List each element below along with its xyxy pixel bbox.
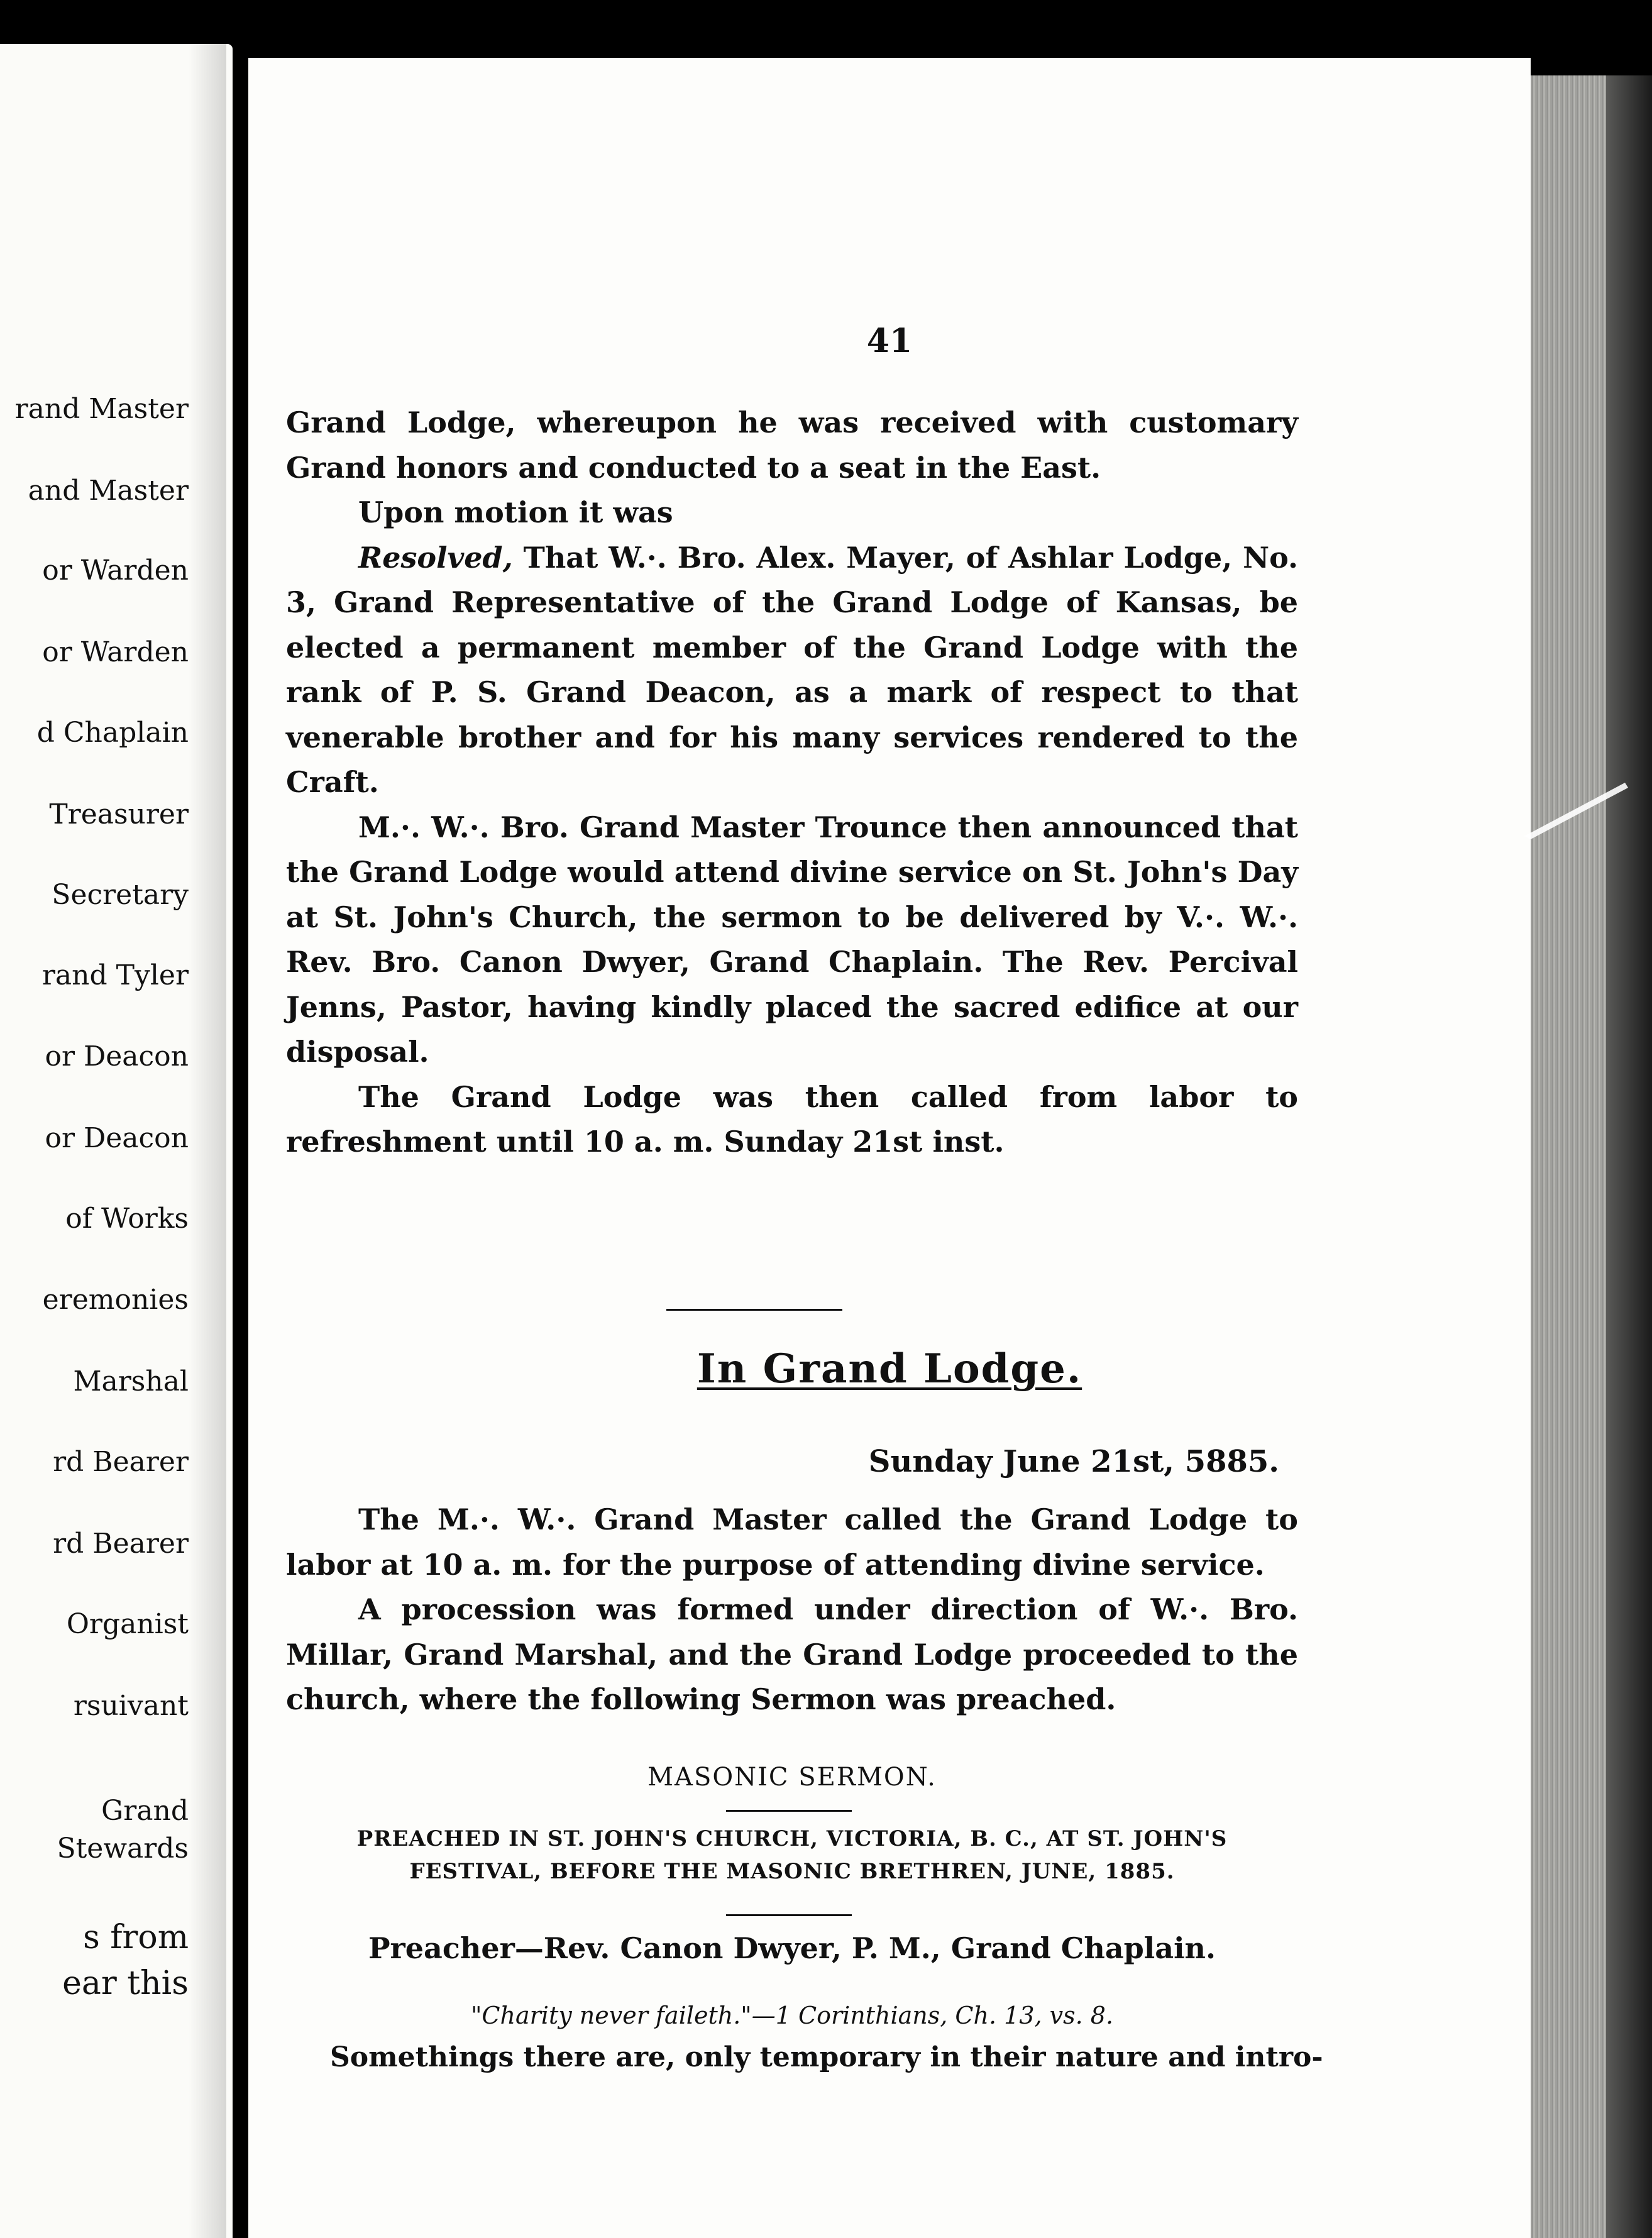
left-page-line: Organist xyxy=(66,1608,189,1640)
left-page-line: Treasurer xyxy=(49,798,189,830)
paragraph: The Grand Lodge was then called from labor to refreshment until 10 a. m. Sunday 21st inst. xyxy=(286,1079,1298,1159)
left-page-line: s from xyxy=(83,1919,189,1956)
paragraph: The M.·. W.·. Grand Master called the Grand Lodge to labor at 10 a. m. for the purpose of attending divine service. xyxy=(286,1502,1298,1582)
page-number: 41 xyxy=(866,322,913,360)
left-page-line: eremonies xyxy=(42,1284,189,1316)
left-page-line: d Chaplain xyxy=(36,717,189,749)
paragraph: A procession was formed under direction of W.·. Bro. Millar, Grand Marshal, and the Grand Lodge proceeded to the church, where the following Sermon was preached. xyxy=(286,1592,1298,1716)
book-edge-shadow xyxy=(1606,75,1652,2238)
epigraph: "Charity never faileth."—1 Corinthians, Ch. 13, vs. 8. xyxy=(470,2002,1114,2029)
left-page-line: Stewards xyxy=(57,1833,189,1865)
left-page-line: ear this xyxy=(62,1965,189,2002)
sermon-subtitle: FESTIVAL, BEFORE THE MASONIC BRETHREN, JUNE, 1885. xyxy=(409,1859,1175,1884)
dateline: Sunday June 21st, 5885. xyxy=(868,1444,1279,1479)
paragraph: Grand Lodge, whereupon he was received with customary Grand honors and conducted to a seat in the East. xyxy=(286,405,1298,485)
left-page-line: or Warden xyxy=(42,554,189,587)
left-page-line: rsuivant xyxy=(73,1690,189,1722)
left-page-shadow xyxy=(189,44,226,2238)
left-page-line: of Works xyxy=(65,1203,189,1235)
paragraph-lead-italic: Resolved, xyxy=(358,540,513,575)
left-page-line: rand Master xyxy=(14,393,189,425)
paper-slip-marker xyxy=(1518,776,1631,839)
paragraph xyxy=(286,536,1298,805)
sermon-subtitle: PREACHED IN ST. JOHN'S CHURCH, VICTORIA, B. C., AT ST. JOHN'S xyxy=(356,1826,1228,1851)
page-edges xyxy=(1531,75,1606,2238)
main-page xyxy=(248,58,1531,2238)
left-page-line: and Master xyxy=(28,475,189,507)
paragraph-text: That W.·. Bro. Alex. Mayer, of Ashlar Lodge, No. 3, Grand Representative of the Grand Lodge of Kansas, be elected a permanent member of the Grand Lodge with the rank of P. S. Grand Deacon, as a mark of respect to that venerable brother and for his many services rendered to the Craft. xyxy=(286,540,1298,799)
left-page-line: rd Bearer xyxy=(53,1446,189,1478)
sermon-title-rule xyxy=(726,1810,852,1812)
left-page-line: Grand xyxy=(101,1795,189,1827)
paragraph: M.·. W.·. Bro. Grand Master Trounce then announced that the Grand Lodge would attend divine service on St. John's Day at St. John's Church, the sermon to be delivered by V.·. W.·. Rev. Bro. Canon Dwyer, Grand Chaplain. The Rev. Percival Jenns, Pastor, having kindly placed the sacred edifice at our disposal. xyxy=(286,810,1298,1069)
left-page-line: or Warden xyxy=(42,636,189,668)
paragraph: Upon motion it was xyxy=(358,495,673,529)
sermon-subtitle-rule xyxy=(726,1914,852,1916)
left-page-line: or Deacon xyxy=(45,1040,189,1072)
body-text-top xyxy=(286,400,1298,1165)
preacher-line: Preacher—Rev. Canon Dwyer, P. M., Grand Chaplain. xyxy=(368,1931,1216,1965)
sermon-title: MASONIC SERMON. xyxy=(647,1763,937,1792)
section-divider xyxy=(666,1309,842,1311)
left-page-line: or Deacon xyxy=(45,1122,189,1154)
left-page-line: rd Bearer xyxy=(53,1528,189,1560)
body-text-middle xyxy=(286,1497,1298,1723)
left-page-line: rand Tyler xyxy=(41,959,189,991)
book-gutter xyxy=(233,0,248,2238)
left-page-line: Secretary xyxy=(52,879,189,911)
section-heading: In Grand Lodge. xyxy=(697,1345,1082,1392)
sermon-first-line: Somethings there are, only temporary in their nature and intro- xyxy=(330,2041,1323,2073)
left-page-line: Marshal xyxy=(73,1365,189,1397)
